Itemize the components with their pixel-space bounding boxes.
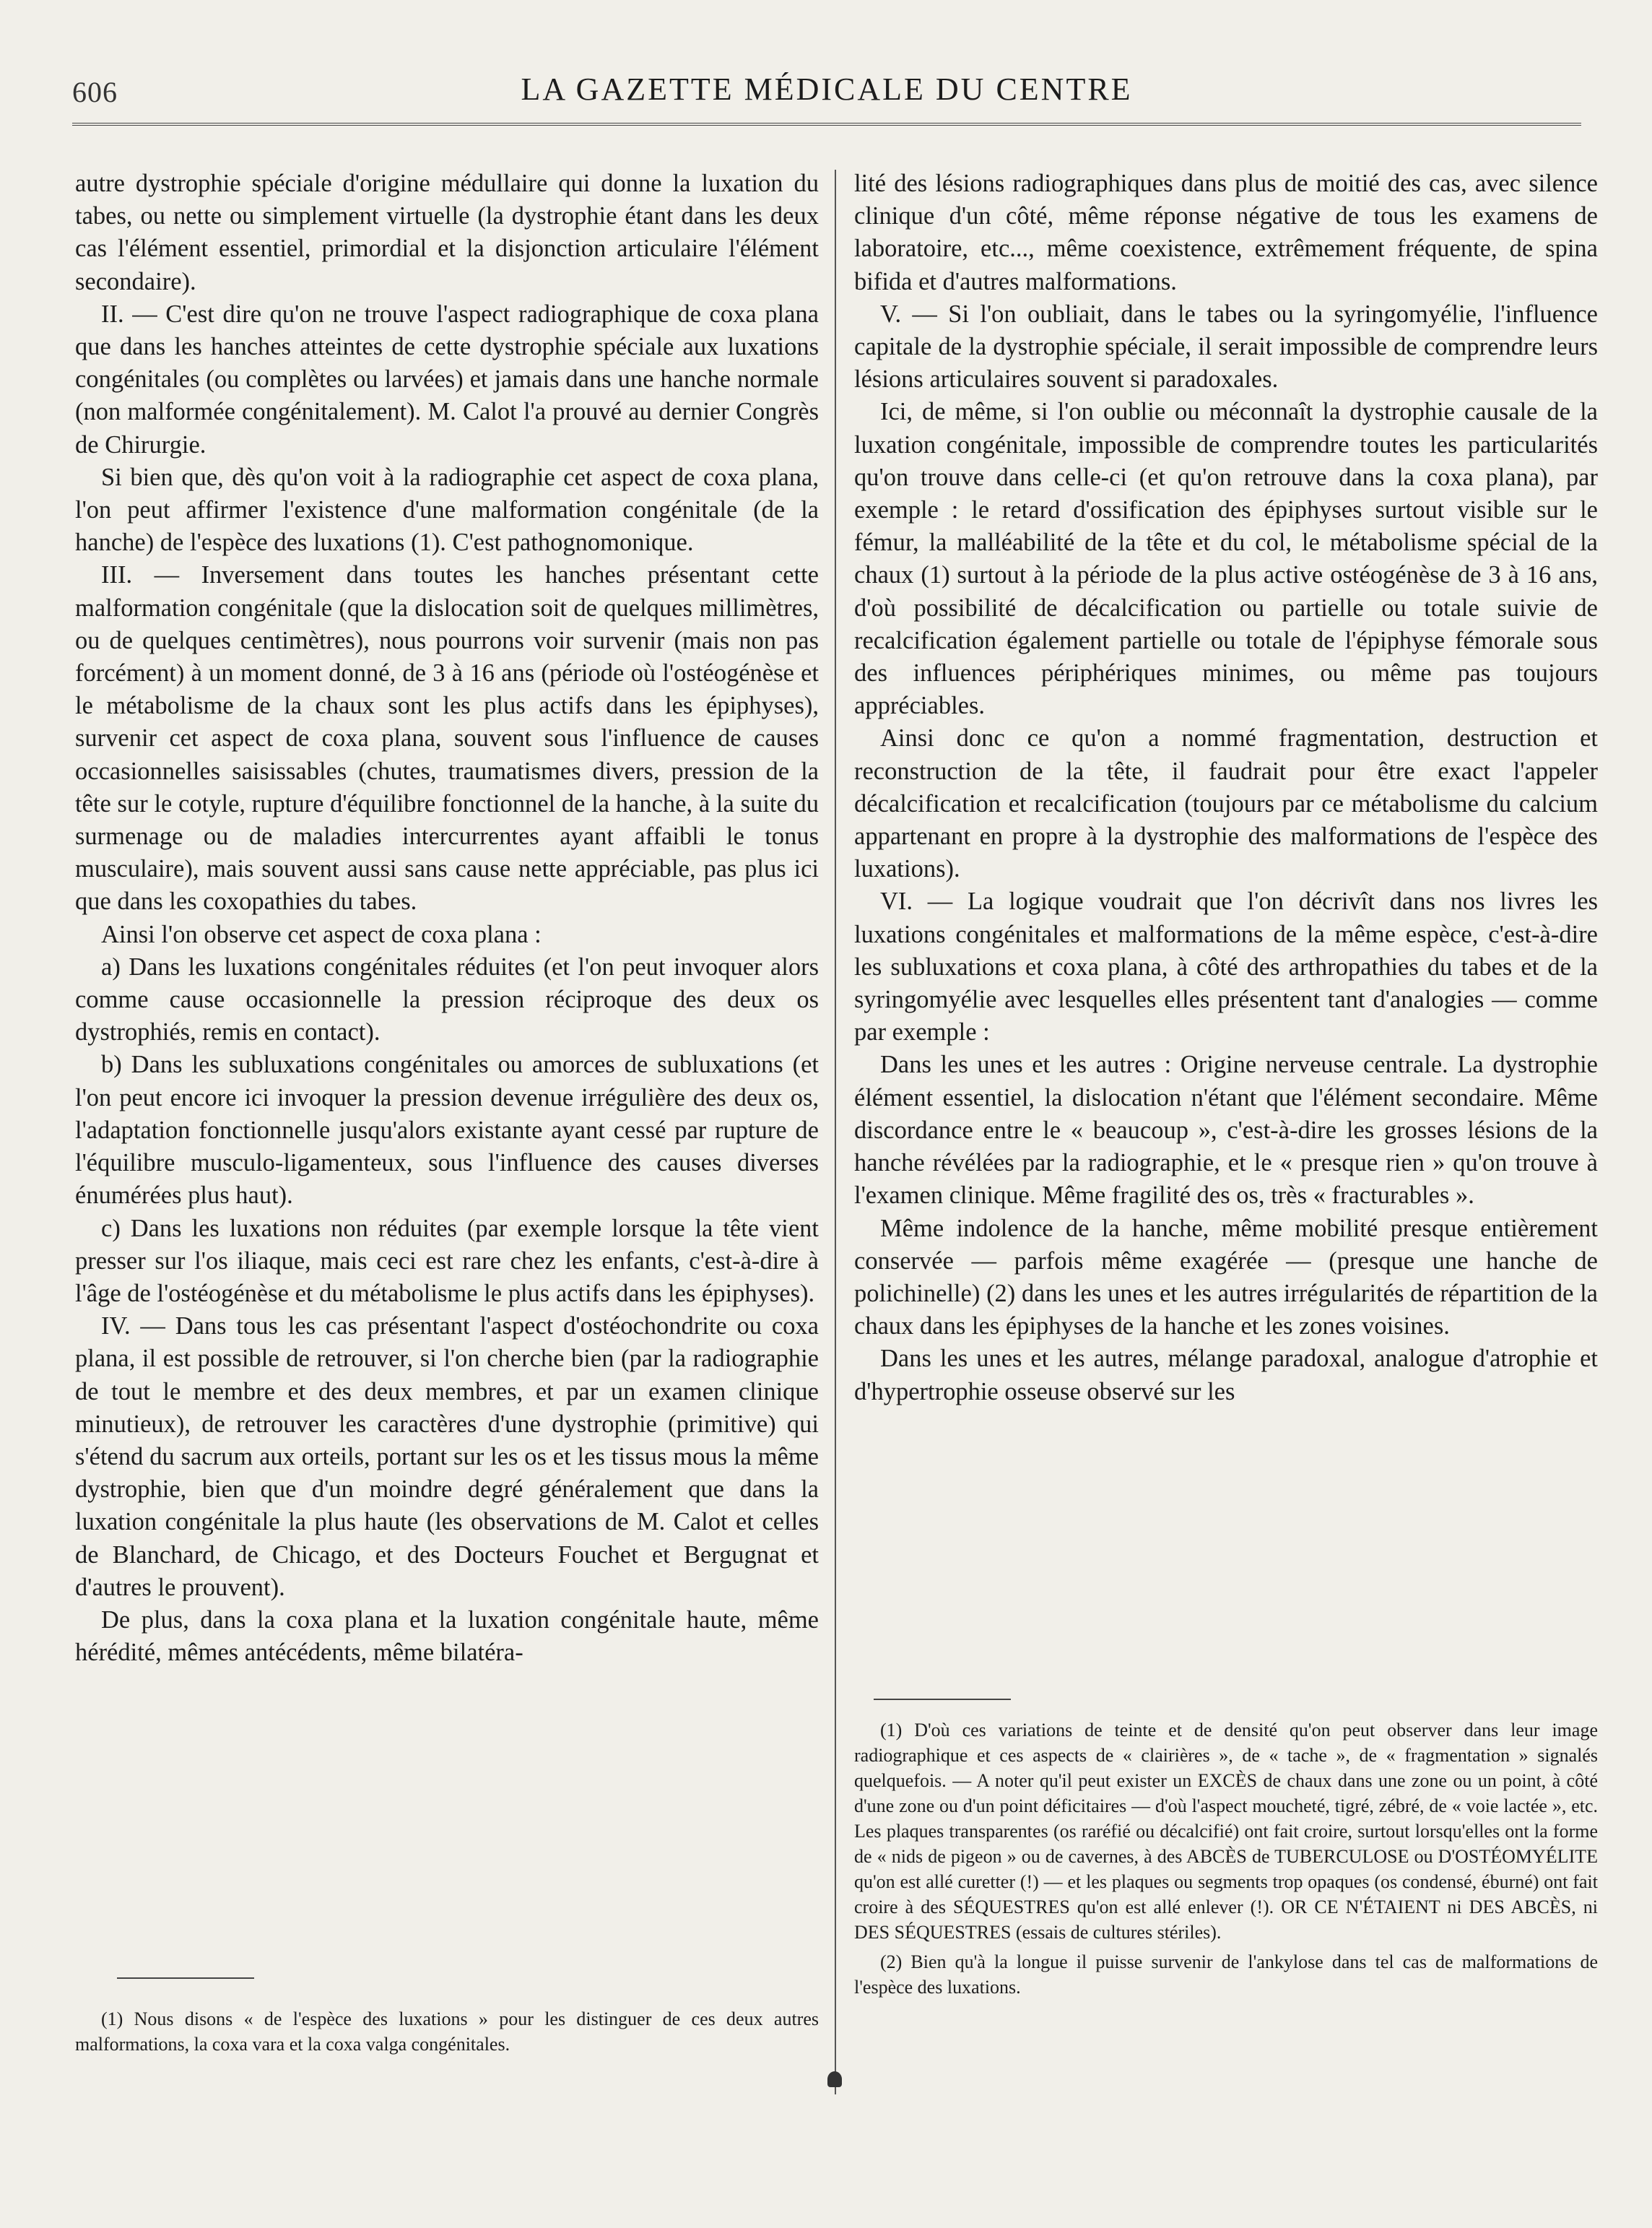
paragraph: b) Dans les subluxations congénitales ou amorces de subluxations (et l'on peut encore ici invoquer la pression devenue irrégulière des deux os, l'adaptation fonctionnelle jusqu'alors existante ayant cessé par rupture de l'équilibre musculo-ligamenteux, sous l'influence des causes diverses énumérées plus haut).	[75, 1051, 819, 1210]
paragraph: Ainsi l'on observe cet aspect de coxa plana :	[101, 920, 542, 948]
paragraph: IV. — Dans tous les cas présentant l'aspect d'ostéochondrite ou coxa plana, il est possible de retrouver, si l'on cherche bien (par la radiographie de tout le membre et des deux membres, et par un examen clinique minutieux), de retrouver les caractères d'une dystrophie (primitive) qui s'étend du sacrum aux orteils, portant sur les os et les tissus mous la même dystrophie, bien que d'un moindre degré généralement que dans la luxation congénitale la plus haute (les observations de M. Calot et celles de Blanchard, de Chicago, et des Docteurs Fouchet et Bergugnat et d'autres le prouvent).	[75, 1312, 819, 1601]
paragraph: c) Dans les luxations non réduites (par exemple lorsque la tête vient presser sur l'os iliaque, mais ceci est rare chez les enfants, c'est-à-dire à l'âge de l'ostéogénèse et du métabolisme le plus actifs dans les épiphyses).	[75, 1214, 819, 1307]
right-column	[854, 168, 1598, 1408]
paragraph: Dans les unes et les autres, mélange paradoxal, analogue d'atrophie et d'hypertrophie osseuse observé sur les	[854, 1345, 1598, 1405]
footnote-rule	[874, 1699, 1011, 1700]
paragraph: Dans les unes et les autres : Origine nerveuse centrale. La dystrophie élément essentiel, la dislocation n'étant que l'élément secondaire. Même discordance entre le « beaucoup », c'est-à-dire les grosses lésions de la hanche révélées par la radiographie, et le « presque rien » qu'on trouve à l'examen clinique. Même fragilité des os, très « fracturables ».	[854, 1051, 1598, 1210]
paragraph: V. — Si l'on oubliait, dans le tabes ou la syringomyélie, l'influence capitale de la dystrophie spéciale, il serait impossible de comprendre leurs lésions articulaires souvent si paradoxales.	[854, 300, 1598, 394]
paragraph: De plus, dans la coxa plana et la luxation congénitale haute, même hérédité, mêmes antécédents, même bilatéra-	[75, 1605, 819, 1667]
header-rule	[72, 123, 1581, 126]
left-column	[75, 168, 819, 1669]
paragraph: a) Dans les luxations congénitales réduites (et l'on peut invoquer alors comme cause occasionnelle la pression réciproque des deux os dystrophiés, remis en contact).	[75, 953, 819, 1046]
ink-mark	[827, 2071, 842, 2087]
paragraph: II. — C'est dire qu'on ne trouve l'aspect radiographique de coxa plana que dans les hanches atteintes de cette dystrophie spéciale aux luxations congénitales (ou complètes ou larvées) et jamais dans une hanche normale (non malformée congénitalement). M. Calot l'a prouvé au dernier Congrès de Chirurgie.	[75, 300, 819, 459]
paragraph: Ainsi donc ce qu'on a nommé fragmentation, destruction et reconstruction de la tête, il faudrait pour être exact l'appeler décalcification et recalcification (toujours par ce métabolisme du calcium appartenant en propre à la dystrophie des malformations de l'espèce des luxations).	[854, 724, 1598, 883]
left-footnotes	[75, 2006, 819, 2057]
footnote: (1) D'où ces variations de teinte et de densité qu'on peut observer dans leur image radiographique et ces aspects de « clairières », de « tache », de « fragmentation » signalés quelquefois. — A noter qu'il peut exister un EXCÈS de chaux dans une zone ou un point, à côté d'une zone ou d'un point déficitaires — d'où l'aspect moucheté, tigré, zébré, de « voie lactée », etc. Les plaques transparentes (os raréfié ou décalcifié) ont fait croire, surtout lorsqu'elles ont la forme de « nids de pigeon » ou de cavernes, à des ABCÈS de TUBERCULOSE ou D'OSTÉOMYÉLITE qu'on est allé curetter (!) — et les plaques ou segments trop opaques (os condensé, éburné) ont fait croire à des SÉQUESTRES qu'on est allé enlever (!). OR CE N'ÉTAIENT ni DES ABCÈS, ni DES SÉQUESTRES (essais de cultures stériles).	[854, 1720, 1598, 1943]
paragraph: VI. — La logique voudrait que l'on décrivît dans nos livres les luxations congénitales et malformations de la même espèce, c'est-à-dire les subluxations et coxa plana, à côté des arthropathies du tabes et de la syringomyélie avec lesquelles elles présentent tant d'analogies — comme par exemple :	[854, 888, 1598, 1046]
paragraph: Ici, de même, si l'on oublie ou méconnaît la dystrophie causale de la luxation congénitale, impossible de comprendre toutes les particularités qu'on trouve dans celle-ci (et qu'on retrouve dans la coxa plana), par exemple : le retard d'ossification des épiphyses surtout visible sur le fémur, la malléabilité de la tête et du col, le métabolisme spécial de la chaux (1) surtout à la période de la plus active ostéogénèse de 3 à 16 ans, d'où possibilité de décalcification ou partielle ou totale suivie de recalcification également partielle ou totale de l'épiphyse fémorale sous des influences périphériques minimes, ou même pas toujours appréciables.	[854, 398, 1598, 720]
paragraph: lité des lésions radiographiques dans plus de moitié des cas, avec silence clinique d'un côté, même réponse négative de tous les examens de laboratoire, etc..., même coexistence, extrêmement fréquente, de spina bifida et d'autres malformations.	[854, 170, 1598, 295]
right-footnotes	[854, 1717, 1598, 2000]
paragraph: Si bien que, dès qu'on voit à la radiographie cet aspect de coxa plana, l'on peut affirmer l'existence d'une malformation congénitale (de la hanche) de l'espèce des luxations (1). C'est pathognomonique.	[75, 463, 819, 557]
paragraph: III. — Inversement dans toutes les hanches présentant cette malformation congénitale (que la dislocation soit de quelques millimètres, ou de quelques centimètres), nous pourrons voir survenir (mais non pas forcément) à un moment donné, de 3 à 16 ans (période où l'ostéogénèse et le métabolisme de la chaux sont les plus actifs dans les épiphyses), survenir cet aspect de coxa plana, souvent sous l'influence de causes occasionnelles saisissables (chutes, traumatismes divers, pression de la tête sur le cotyle, rupture d'équilibre fonctionnel de la hanche, à la suite du surmenage ou de maladies intercurrentes ayant affaibli le tonus musculaire), mais souvent aussi sans cause nette appréciable, pas plus ici que dans les coxopathies du tabes.	[75, 561, 819, 916]
page-header	[72, 66, 1581, 117]
running-title: LA GAZETTE MÉDICALE DU CENTRE	[521, 71, 1133, 107]
page-number: 606	[72, 76, 118, 108]
footnote-rule	[117, 1977, 254, 1979]
footnote: (2) Bien qu'à la longue il puisse survenir de l'ankylose dans tel cas de malformations de l'espèce des luxations.	[854, 1951, 1598, 1998]
paragraph: Même indolence de la hanche, même mobilité presque entièrement conservée — parfois même exagérée — (presque une hanche de polichinelle) (2) dans les unes et les autres irrégularités de répartition de la chaux dans les épiphyses de la hanche et les zones voisines.	[854, 1214, 1598, 1340]
paragraph: autre dystrophie spéciale d'origine médullaire qui donne la luxation du tabes, ou nette ou simplement virtuelle (la dystrophie étant dans les deux cas l'élément essentiel, primordial et la disjonction articulaire l'élément secondaire).	[75, 170, 819, 295]
column-divider	[835, 170, 836, 2094]
footnote: (1) Nous disons « de l'espèce des luxations » pour les distinguer de ces deux autres malformations, la coxa vara et la coxa valga congénitales.	[75, 2008, 819, 2055]
